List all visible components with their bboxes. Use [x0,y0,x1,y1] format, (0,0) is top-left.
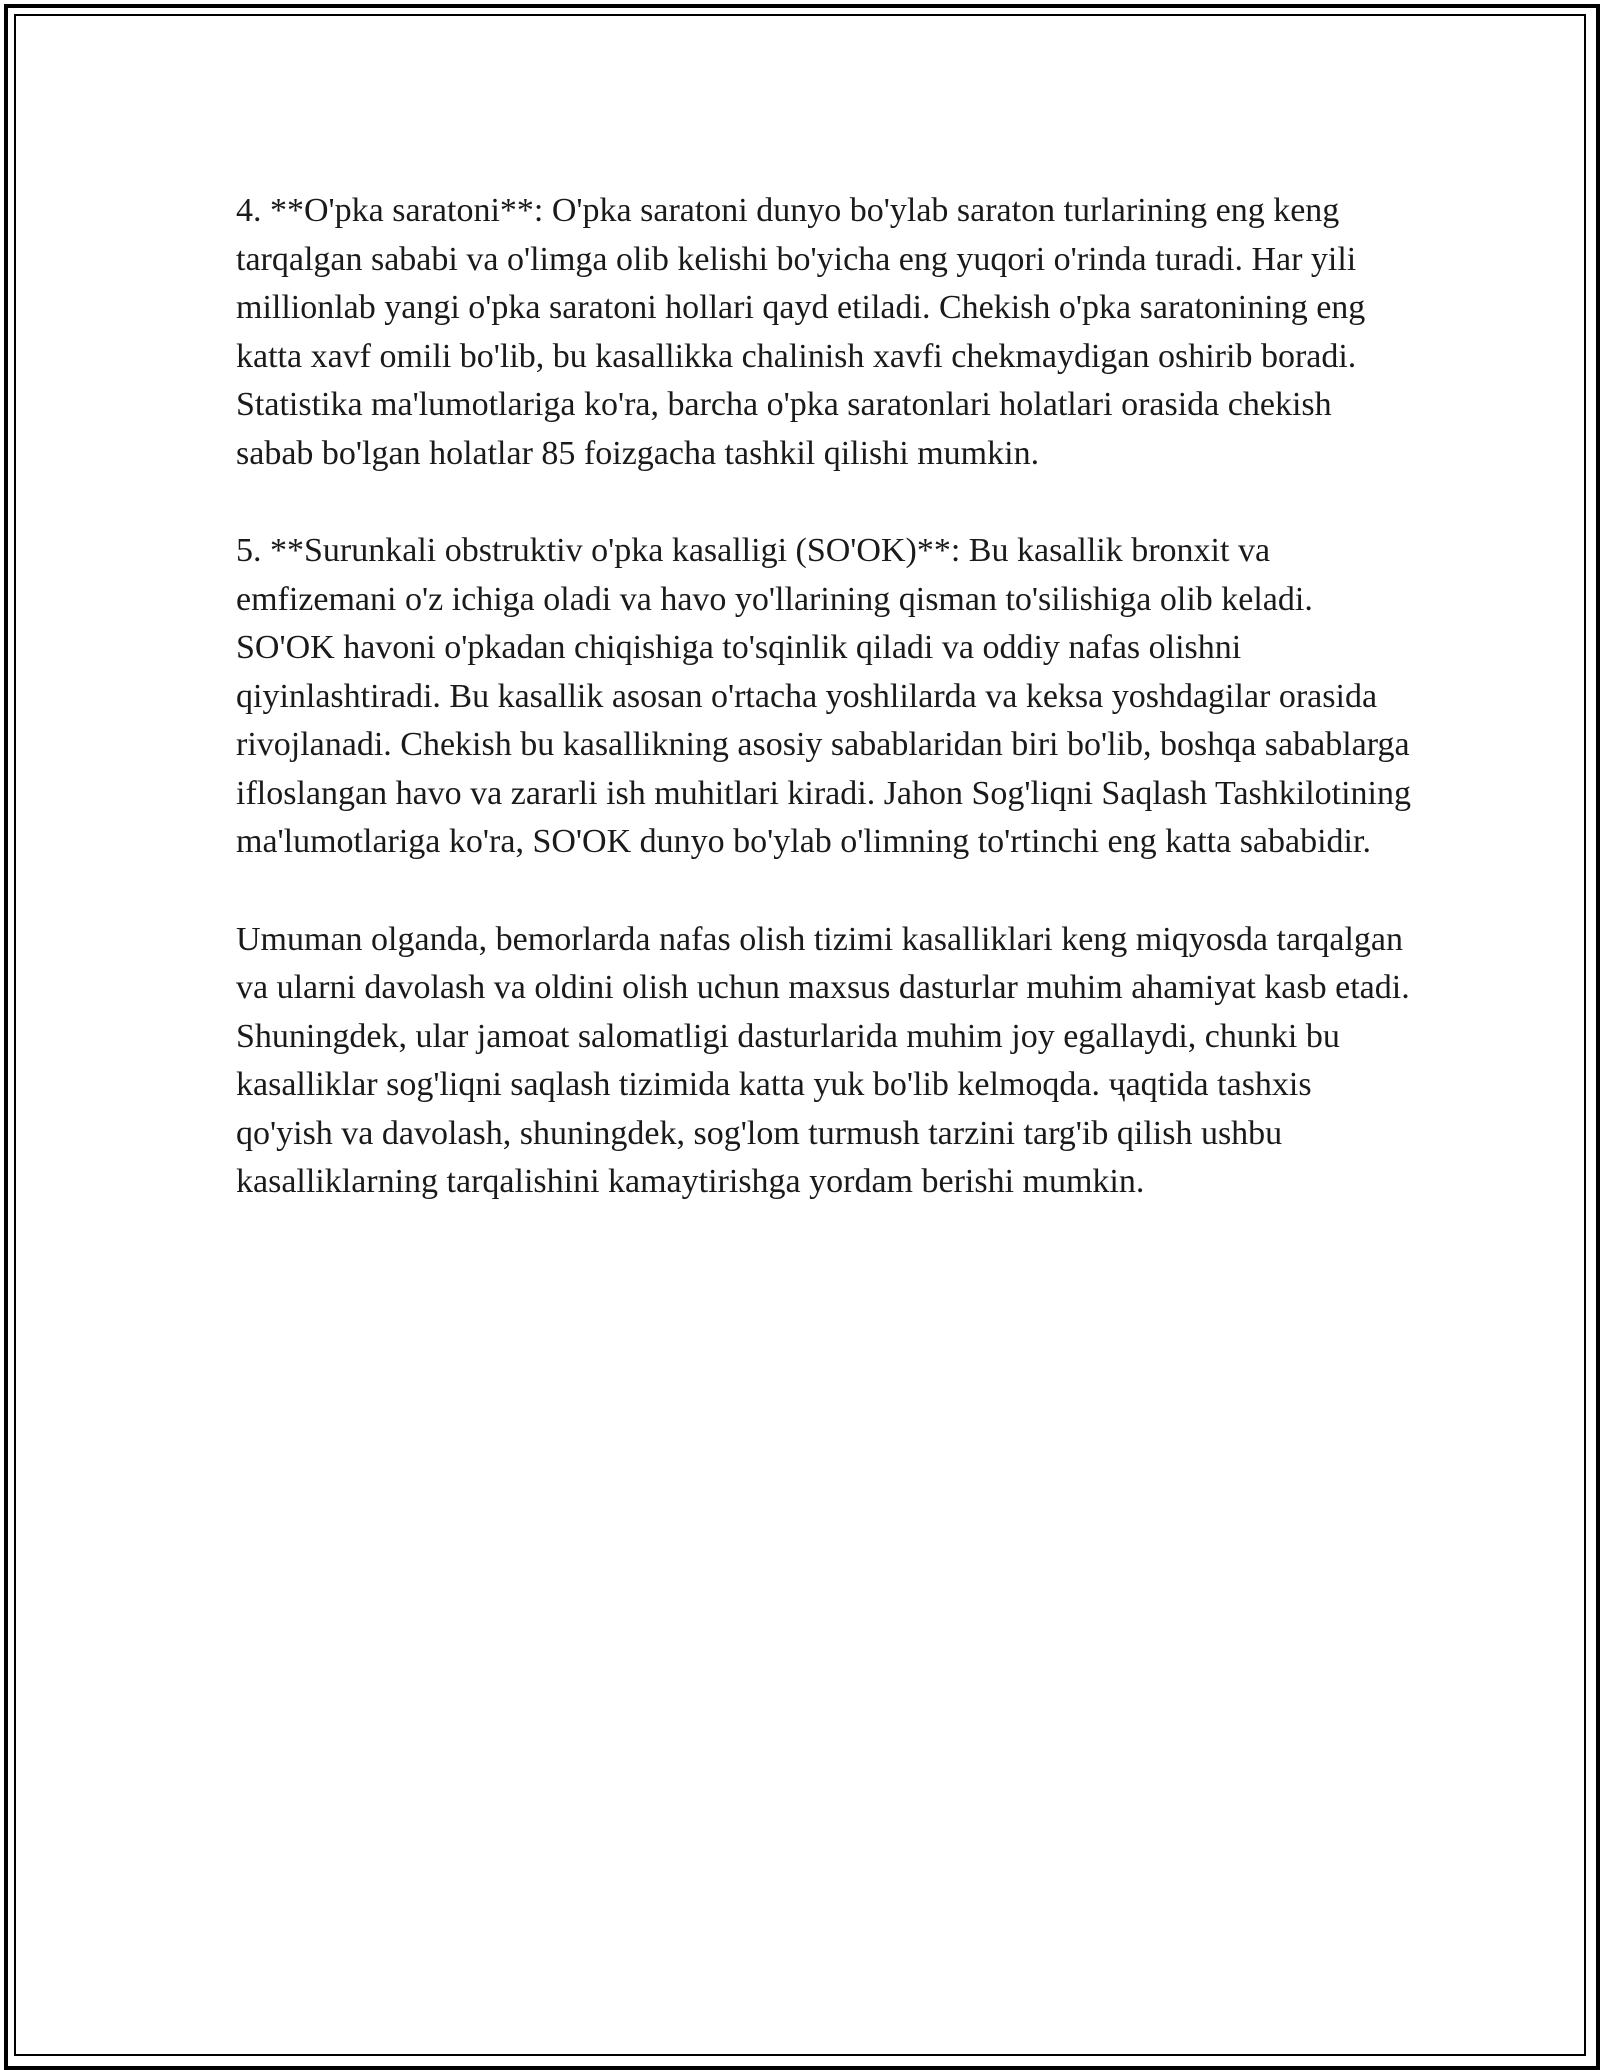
paragraph-lung-cancer: 4. **O'pka saratoni**: O'pka saratoni dunyo bo'ylab saraton turlarining eng keng tarqalgan sababi va o'limga olib kelishi bo'yicha eng yuqori o'rinda turadi. Har yili millionlab yangi o'pka saratoni hollari qayd etiladi. Chekish o'pka saratonining eng katta xavf omili bo'lib, bu kasallikka chalinish xavfi chekmaydigan oshirib boradi. Statistika ma'lumotlariga ko'ra, barcha o'pka saratonlari holatlari orasida chekish sabab bo'lgan holatlar 85 foizgacha tashkil qilishi mumkin. [236,192,1366,472]
document-body [236,187,1416,1256]
paragraph-copd: 5. **Surunkali obstruktiv o'pka kasalligi (SO'OK)**: Bu kasallik bronxit va emfizemani o'z ichiga oladi va havo yo'llarining qisman to'silishiga olib keladi. SO'OK havoni o'pkadan chiqishiga to'sqinlik qiladi va oddiy nafas olishni qiyinlashtiradi. Bu kasallik asosan o'rtacha yoshlilarda va keksa yoshdagilar orasida rivojlanadi. Chekish bu kasallikning asosiy sabablaridan biri bo'lib, boshqa sabablarga ifloslangan havo va zararli ish muhitlari kiradi. Jahon Sog'liqni Saqlash Tashkilotining ma'lumotlariga ko'ra, SO'OK dunyo bo'ylab o'limning to'rtinchi eng katta sababidir. [236,532,1411,860]
paragraph-conclusion: Umuman olganda, bemorlarda nafas olish tizimi kasalliklari keng miqyosda tarqalgan va ularni davolash va oldini olish uchun maxsus dasturlar muhim ahamiyat kasb etadi. Shuningdek, ular jamoat salomatligi dasturlarida muhim joy egallaydi, chunki bu kasalliklar sog'liqni saqlash tizimida katta yuk bo'lib kelmoqda. ҷaqtida tashxis qo'yish va davolash, shuningdek, sog'lom turmush tarzini targ'ib qilish ushbu kasalliklarning tarqalishini kamaytirishga yordam berishi mumkin. [236,920,1410,1200]
